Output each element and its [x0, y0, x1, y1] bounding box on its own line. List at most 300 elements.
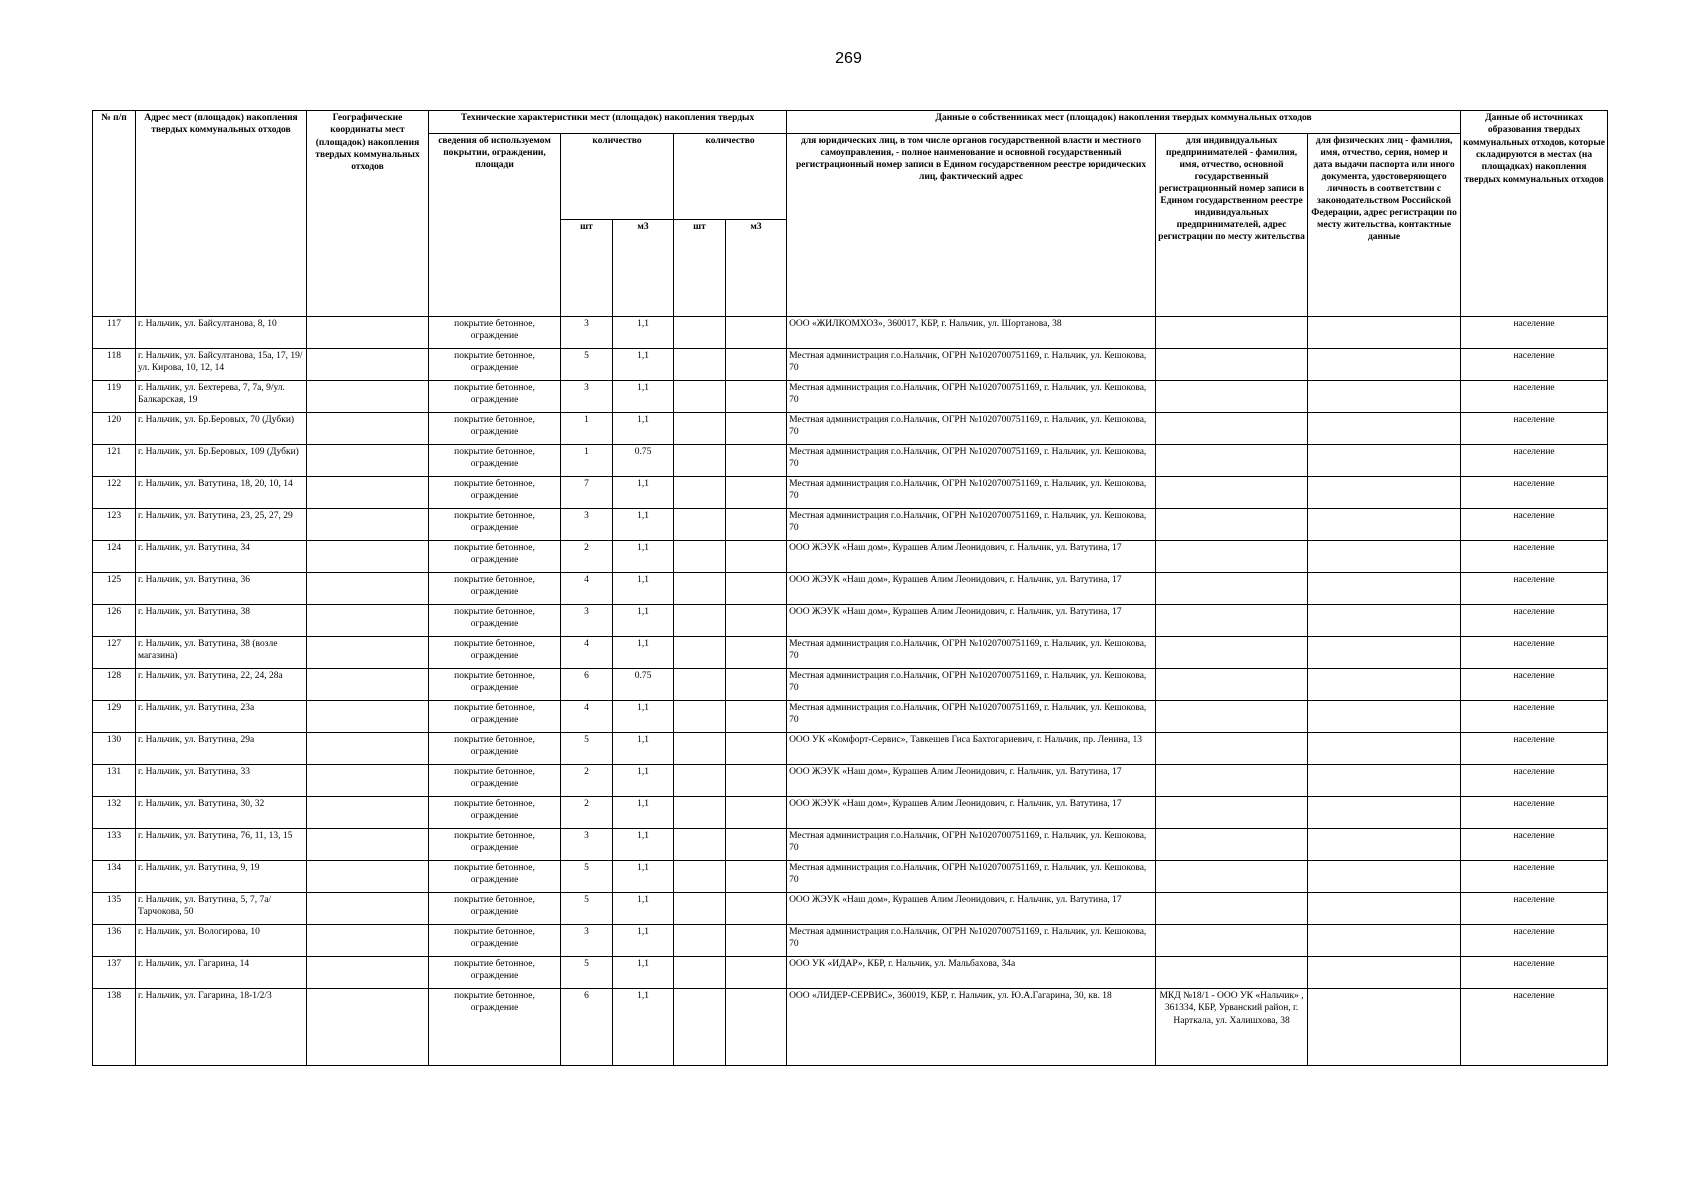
cell-coords	[307, 893, 429, 925]
cell-sht-2	[674, 541, 726, 573]
cell-coords	[307, 861, 429, 893]
cell-m3-2	[726, 765, 787, 797]
cell-ip-owner	[1156, 829, 1308, 861]
cell-surface: покрытие бетонное, ограждение	[429, 317, 561, 349]
cell-sht: 3	[561, 317, 613, 349]
cell-m3-2	[726, 477, 787, 509]
cell-individual-owner	[1308, 989, 1461, 1066]
cell-ip-owner	[1156, 509, 1308, 541]
cell-source: население	[1461, 541, 1608, 573]
cell-address: г. Нальчик, ул. Ватутина, 9, 19	[136, 861, 307, 893]
cell-m3: 1,1	[613, 573, 674, 605]
cell-source: население	[1461, 477, 1608, 509]
cell-sht-2	[674, 701, 726, 733]
cell-num: 132	[93, 797, 136, 829]
cell-coords	[307, 477, 429, 509]
cell-individual-owner	[1308, 829, 1461, 861]
cell-sht: 5	[561, 733, 613, 765]
cell-sht: 4	[561, 637, 613, 669]
cell-ip-owner: МКД №18/1 - ООО УК «Нальчик» , 361334, КБР, Урванский район, г. Нарткала, ул. Халишхова, 38	[1156, 989, 1308, 1066]
cell-ip-owner	[1156, 893, 1308, 925]
cell-ip-owner	[1156, 381, 1308, 413]
cell-source: население	[1461, 829, 1608, 861]
cell-surface: покрытие бетонное, ограждение	[429, 605, 561, 637]
cell-coords	[307, 829, 429, 861]
table-row	[93, 541, 1608, 573]
cell-ip-owner	[1156, 413, 1308, 445]
header-num: № п/п	[93, 111, 136, 317]
cell-source: население	[1461, 797, 1608, 829]
cell-legal-owner: Местная администрация г.о.Нальчик, ОГРН №1020700751169, г. Нальчик, ул. Кешокова, 70	[787, 349, 1156, 381]
cell-ip-owner	[1156, 733, 1308, 765]
cell-m3-2	[726, 637, 787, 669]
cell-legal-owner: ООО УК «ИДАР», КБР, г. Нальчик, ул. Мальбахова, 34а	[787, 957, 1156, 989]
cell-individual-owner	[1308, 541, 1461, 573]
cell-num: 136	[93, 925, 136, 957]
cell-address: г. Нальчик, ул. Ватутина, 33	[136, 765, 307, 797]
cell-m3: 1,1	[613, 509, 674, 541]
cell-legal-owner: Местная администрация г.о.Нальчик, ОГРН №1020700751169, г. Нальчик, ул. Кешокова, 70	[787, 669, 1156, 701]
cell-sht-2	[674, 637, 726, 669]
cell-surface: покрытие бетонное, ограждение	[429, 637, 561, 669]
cell-legal-owner: Местная администрация г.о.Нальчик, ОГРН №1020700751169, г. Нальчик, ул. Кешокова, 70	[787, 509, 1156, 541]
cell-num: 122	[93, 477, 136, 509]
cell-surface: покрытие бетонное, ограждение	[429, 733, 561, 765]
table-row	[93, 349, 1608, 381]
cell-coords	[307, 605, 429, 637]
cell-address: г. Нальчик, ул. Гагарина, 14	[136, 957, 307, 989]
cell-sht: 1	[561, 413, 613, 445]
cell-individual-owner	[1308, 669, 1461, 701]
cell-sht: 1	[561, 445, 613, 477]
cell-individual-owner	[1308, 573, 1461, 605]
cell-coords	[307, 797, 429, 829]
cell-surface: покрытие бетонное, ограждение	[429, 669, 561, 701]
table-row	[93, 957, 1608, 989]
cell-coords	[307, 413, 429, 445]
cell-legal-owner: ООО ЖЭУК «Наш дом», Курашев Алим Леонидович, г. Нальчик, ул. Ватутина, 17	[787, 541, 1156, 573]
cell-legal-owner: Местная администрация г.о.Нальчик, ОГРН №1020700751169, г. Нальчик, ул. Кешокова, 70	[787, 381, 1156, 413]
cell-ip-owner	[1156, 925, 1308, 957]
cell-m3-2	[726, 893, 787, 925]
cell-legal-owner: Местная администрация г.о.Нальчик, ОГРН №1020700751169, г. Нальчик, ул. Кешокова, 70	[787, 701, 1156, 733]
cell-ip-owner	[1156, 861, 1308, 893]
cell-coords	[307, 733, 429, 765]
cell-sht: 3	[561, 509, 613, 541]
cell-m3: 1,1	[613, 733, 674, 765]
cell-legal-owner: Местная администрация г.о.Нальчик, ОГРН №1020700751169, г. Нальчик, ул. Кешокова, 70	[787, 861, 1156, 893]
cell-individual-owner	[1308, 381, 1461, 413]
cell-m3-2	[726, 541, 787, 573]
header-tech: Технические характеристики мест (площадок) накопления твердых	[429, 111, 787, 134]
cell-source: население	[1461, 509, 1608, 541]
cell-m3: 1,1	[613, 925, 674, 957]
cell-individual-owner	[1308, 701, 1461, 733]
cell-m3-2	[726, 989, 787, 1066]
cell-sht-2	[674, 861, 726, 893]
cell-source: население	[1461, 733, 1608, 765]
cell-address: г. Нальчик, ул. Ватутина, 23, 25, 27, 29	[136, 509, 307, 541]
cell-individual-owner	[1308, 925, 1461, 957]
cell-surface: покрытие бетонное, ограждение	[429, 829, 561, 861]
cell-sht: 2	[561, 797, 613, 829]
cell-m3-2	[726, 669, 787, 701]
header-qty-placed: количество	[561, 134, 674, 220]
cell-ip-owner	[1156, 445, 1308, 477]
cell-legal-owner: Местная администрация г.о.Нальчик, ОГРН №1020700751169, г. Нальчик, ул. Кешокова, 70	[787, 637, 1156, 669]
table-row	[93, 925, 1608, 957]
cell-m3-2	[726, 701, 787, 733]
cell-legal-owner: ООО ЖЭУК «Наш дом», Курашев Алим Леонидович, г. Нальчик, ул. Ватутина, 17	[787, 893, 1156, 925]
cell-coords	[307, 541, 429, 573]
cell-legal-owner: ООО УК «Комфорт-Сервис», Тавкешев Гиса Бахтогариевич, г. Нальчик, пр. Ленина, 13	[787, 733, 1156, 765]
cell-m3: 1,1	[613, 541, 674, 573]
cell-ip-owner	[1156, 317, 1308, 349]
cell-legal-owner: ООО ЖЭУК «Наш дом», Курашев Алим Леонидович, г. Нальчик, ул. Ватутина, 17	[787, 573, 1156, 605]
cell-address: г. Нальчик, ул. Бр.Беровых, 109 (Дубки)	[136, 445, 307, 477]
cell-ip-owner	[1156, 957, 1308, 989]
cell-m3: 1,1	[613, 893, 674, 925]
cell-m3-2	[726, 797, 787, 829]
header-individual-entrepreneurs: для индивидуальных предпринимателей - фамилия, имя, отчество, основной государственный регистрационный номер записи в Едином государственном реестре индивидуальных предпринимателей, адрес регистрации по месту жительства	[1156, 134, 1308, 317]
cell-surface: покрытие бетонное, ограждение	[429, 349, 561, 381]
table-row	[93, 797, 1608, 829]
cell-individual-owner	[1308, 957, 1461, 989]
cell-m3-2	[726, 605, 787, 637]
cell-individual-owner	[1308, 445, 1461, 477]
header-qty-planned: количество	[674, 134, 787, 220]
cell-sht: 3	[561, 829, 613, 861]
cell-m3: 1,1	[613, 957, 674, 989]
header-legal: для юридических лиц, в том числе органов государственной власти и местного самоуправления, - полное наименование и основной государственный регистрационный номер записи в Едином государственном реестре юридических лиц, фактический адрес	[787, 134, 1156, 317]
cell-sht: 3	[561, 925, 613, 957]
cell-num: 138	[93, 989, 136, 1066]
waste-sites-table	[92, 110, 1608, 1066]
table-row	[93, 861, 1608, 893]
cell-m3: 1,1	[613, 605, 674, 637]
cell-individual-owner	[1308, 637, 1461, 669]
cell-address: г. Нальчик, ул. Бехтерева, 7, 7а, 9/ул. Балкарская, 19	[136, 381, 307, 413]
cell-sht-2	[674, 477, 726, 509]
cell-num: 125	[93, 573, 136, 605]
cell-m3: 1,1	[613, 349, 674, 381]
cell-legal-owner: ООО ЖЭУК «Наш дом», Курашев Алим Леонидович, г. Нальчик, ул. Ватутина, 17	[787, 605, 1156, 637]
cell-num: 127	[93, 637, 136, 669]
cell-ip-owner	[1156, 701, 1308, 733]
cell-sht: 3	[561, 381, 613, 413]
cell-coords	[307, 445, 429, 477]
cell-source: население	[1461, 605, 1608, 637]
cell-individual-owner	[1308, 349, 1461, 381]
cell-surface: покрытие бетонное, ограждение	[429, 413, 561, 445]
cell-sht-2	[674, 925, 726, 957]
cell-source: население	[1461, 637, 1608, 669]
cell-source: население	[1461, 701, 1608, 733]
cell-sht: 4	[561, 573, 613, 605]
cell-individual-owner	[1308, 477, 1461, 509]
cell-individual-owner	[1308, 733, 1461, 765]
cell-num: 131	[93, 765, 136, 797]
cell-sht-2	[674, 829, 726, 861]
cell-ip-owner	[1156, 573, 1308, 605]
table-row	[93, 413, 1608, 445]
cell-m3-2	[726, 509, 787, 541]
cell-surface: покрытие бетонное, ограждение	[429, 477, 561, 509]
cell-individual-owner	[1308, 317, 1461, 349]
cell-sht: 3	[561, 605, 613, 637]
cell-m3: 1,1	[613, 765, 674, 797]
cell-coords	[307, 957, 429, 989]
cell-legal-owner: Местная администрация г.о.Нальчик, ОГРН №1020700751169, г. Нальчик, ул. Кешокова, 70	[787, 925, 1156, 957]
cell-num: 123	[93, 509, 136, 541]
cell-address: г. Нальчик, ул. Ватутина, 38 (возле магазина)	[136, 637, 307, 669]
cell-ip-owner	[1156, 541, 1308, 573]
cell-source: население	[1461, 413, 1608, 445]
cell-sht: 5	[561, 861, 613, 893]
cell-m3: 0.75	[613, 445, 674, 477]
cell-address: г. Нальчик, ул. Байсултанова, 15а, 17, 19/ ул. Кирова, 10, 12, 14	[136, 349, 307, 381]
cell-m3-2	[726, 413, 787, 445]
cell-source: население	[1461, 989, 1608, 1066]
cell-num: 130	[93, 733, 136, 765]
cell-address: г. Нальчик, ул. Вологирова, 10	[136, 925, 307, 957]
cell-surface: покрытие бетонное, ограждение	[429, 573, 561, 605]
cell-sht-2	[674, 605, 726, 637]
cell-sht: 5	[561, 957, 613, 989]
cell-surface: покрытие бетонное, ограждение	[429, 989, 561, 1066]
cell-num: 129	[93, 701, 136, 733]
cell-sht-2	[674, 573, 726, 605]
cell-address: г. Нальчик, ул. Ватутина, 36	[136, 573, 307, 605]
cell-address: г. Нальчик, ул. Байсултанова, 8, 10	[136, 317, 307, 349]
cell-m3: 1,1	[613, 477, 674, 509]
cell-m3: 0.75	[613, 669, 674, 701]
table-row	[93, 829, 1608, 861]
header-sources: Данные об источниках образования твердых коммунальных отходов, которые складируются в местах (на площадках) накопления твердых коммунальных отходов	[1461, 111, 1608, 317]
cell-m3: 1,1	[613, 381, 674, 413]
cell-ip-owner	[1156, 349, 1308, 381]
cell-sht-2	[674, 669, 726, 701]
cell-num: 133	[93, 829, 136, 861]
cell-m3-2	[726, 317, 787, 349]
cell-source: население	[1461, 381, 1608, 413]
cell-source: население	[1461, 861, 1608, 893]
cell-m3-2	[726, 349, 787, 381]
cell-individual-owner	[1308, 797, 1461, 829]
cell-surface: покрытие бетонное, ограждение	[429, 381, 561, 413]
cell-coords	[307, 573, 429, 605]
cell-address: г. Нальчик, ул. Ватутина, 30, 32	[136, 797, 307, 829]
cell-sht-2	[674, 989, 726, 1066]
cell-sht-2	[674, 413, 726, 445]
cell-address: г. Нальчик, ул. Ватутина, 38	[136, 605, 307, 637]
cell-sht-2	[674, 317, 726, 349]
cell-coords	[307, 989, 429, 1066]
cell-address: г. Нальчик, ул. Ватутина, 23а	[136, 701, 307, 733]
cell-ip-owner	[1156, 637, 1308, 669]
cell-m3-2	[726, 861, 787, 893]
cell-surface: покрытие бетонное, ограждение	[429, 509, 561, 541]
header-sht-2: шт	[674, 219, 726, 316]
cell-surface: покрытие бетонное, ограждение	[429, 957, 561, 989]
cell-sht-2	[674, 349, 726, 381]
cell-legal-owner: Местная администрация г.о.Нальчик, ОГРН №1020700751169, г. Нальчик, ул. Кешокова, 70	[787, 829, 1156, 861]
table-row	[93, 509, 1608, 541]
cell-num: 118	[93, 349, 136, 381]
cell-ip-owner	[1156, 765, 1308, 797]
cell-sht-2	[674, 797, 726, 829]
cell-coords	[307, 637, 429, 669]
cell-coords	[307, 509, 429, 541]
cell-surface: покрытие бетонное, ограждение	[429, 765, 561, 797]
cell-coords	[307, 317, 429, 349]
cell-individual-owner	[1308, 861, 1461, 893]
cell-legal-owner: Местная администрация г.о.Нальчик, ОГРН №1020700751169, г. Нальчик, ул. Кешокова, 70	[787, 477, 1156, 509]
cell-legal-owner: ООО ЖЭУК «Наш дом», Курашев Алим Леонидович, г. Нальчик, ул. Ватутина, 17	[787, 797, 1156, 829]
cell-source: население	[1461, 445, 1608, 477]
cell-source: население	[1461, 573, 1608, 605]
header-owners: Данные о собственниках мест (площадок) накопления твердых коммунальных отходов	[787, 111, 1461, 134]
cell-address: г. Нальчик, ул. Ватутина, 22, 24, 28а	[136, 669, 307, 701]
cell-address: г. Нальчик, ул. Ватутина, 29а	[136, 733, 307, 765]
cell-sht: 2	[561, 765, 613, 797]
cell-m3: 1,1	[613, 701, 674, 733]
cell-m3-2	[726, 573, 787, 605]
cell-source: население	[1461, 317, 1608, 349]
cell-m3-2	[726, 957, 787, 989]
table-row	[93, 445, 1608, 477]
cell-m3: 1,1	[613, 637, 674, 669]
cell-legal-owner: ООО «ЛИДЕР-СЕРВИС», 360019, КБР, г. Нальчик, ул. Ю.А.Гагарина, 30, кв. 18	[787, 989, 1156, 1066]
cell-coords	[307, 349, 429, 381]
table-row	[93, 893, 1608, 925]
table-row	[93, 573, 1608, 605]
cell-source: население	[1461, 349, 1608, 381]
cell-sht-2	[674, 381, 726, 413]
table-row	[93, 669, 1608, 701]
cell-address: г. Нальчик, ул. Гагарина, 18-1/2/3	[136, 989, 307, 1066]
cell-source: население	[1461, 669, 1608, 701]
table-row	[93, 701, 1608, 733]
cell-num: 137	[93, 957, 136, 989]
cell-sht-2	[674, 957, 726, 989]
cell-surface: покрытие бетонное, ограждение	[429, 797, 561, 829]
header-sht: шт	[561, 219, 613, 316]
page-number: 269	[835, 50, 862, 67]
table-row	[93, 477, 1608, 509]
cell-individual-owner	[1308, 765, 1461, 797]
cell-legal-owner: Местная администрация г.о.Нальчик, ОГРН №1020700751169, г. Нальчик, ул. Кешокова, 70	[787, 413, 1156, 445]
cell-individual-owner	[1308, 509, 1461, 541]
cell-legal-owner: Местная администрация г.о.Нальчик, ОГРН №1020700751169, г. Нальчик, ул. Кешокова, 70	[787, 445, 1156, 477]
table-row	[93, 317, 1608, 349]
header-surface: сведения об используемом покрытии, ограждении, площади	[429, 134, 561, 317]
cell-sht-2	[674, 733, 726, 765]
cell-sht: 7	[561, 477, 613, 509]
cell-m3: 1,1	[613, 317, 674, 349]
cell-ip-owner	[1156, 669, 1308, 701]
cell-m3-2	[726, 381, 787, 413]
cell-m3-2	[726, 733, 787, 765]
cell-source: население	[1461, 893, 1608, 925]
cell-sht: 5	[561, 893, 613, 925]
table-row	[93, 637, 1608, 669]
cell-address: г. Нальчик, ул. Ватутина, 76, 11, 13, 15	[136, 829, 307, 861]
cell-surface: покрытие бетонное, ограждение	[429, 541, 561, 573]
cell-coords	[307, 669, 429, 701]
cell-ip-owner	[1156, 477, 1308, 509]
cell-ip-owner	[1156, 605, 1308, 637]
cell-legal-owner: ООО ЖЭУК «Наш дом», Курашев Алим Леонидович, г. Нальчик, ул. Ватутина, 17	[787, 765, 1156, 797]
cell-num: 128	[93, 669, 136, 701]
table-row	[93, 381, 1608, 413]
header-m3: м3	[613, 219, 674, 316]
cell-legal-owner: ООО «ЖИЛКОМХОЗ», 360017, КБР, г. Нальчик, ул. Шортанова, 38	[787, 317, 1156, 349]
cell-sht: 2	[561, 541, 613, 573]
cell-coords	[307, 765, 429, 797]
cell-surface: покрытие бетонное, ограждение	[429, 893, 561, 925]
header-address: Адрес мест (площадок) накопления твердых коммунальных отходов	[136, 111, 307, 317]
cell-address: г. Нальчик, ул. Ватутина, 18, 20, 10, 14	[136, 477, 307, 509]
cell-sht: 6	[561, 669, 613, 701]
cell-num: 134	[93, 861, 136, 893]
cell-num: 120	[93, 413, 136, 445]
cell-surface: покрытие бетонное, ограждение	[429, 925, 561, 957]
cell-num: 121	[93, 445, 136, 477]
cell-sht-2	[674, 445, 726, 477]
cell-num: 124	[93, 541, 136, 573]
cell-surface: покрытие бетонное, ограждение	[429, 445, 561, 477]
cell-source: население	[1461, 765, 1608, 797]
cell-coords	[307, 925, 429, 957]
cell-surface: покрытие бетонное, ограждение	[429, 701, 561, 733]
cell-address: г. Нальчик, ул. Бр.Беровых, 70 (Дубки)	[136, 413, 307, 445]
cell-m3-2	[726, 445, 787, 477]
cell-coords	[307, 381, 429, 413]
header-coords: Географические координаты мест (площадок) накопления твердых коммунальных отходов	[307, 111, 429, 317]
cell-m3: 1,1	[613, 861, 674, 893]
cell-sht: 5	[561, 349, 613, 381]
cell-ip-owner	[1156, 797, 1308, 829]
cell-coords	[307, 701, 429, 733]
cell-address: г. Нальчик, ул. Ватутина, 34	[136, 541, 307, 573]
table-row	[93, 989, 1608, 1066]
cell-sht-2	[674, 893, 726, 925]
cell-source: население	[1461, 925, 1608, 957]
table-row	[93, 765, 1608, 797]
cell-sht: 4	[561, 701, 613, 733]
cell-num: 119	[93, 381, 136, 413]
table-row	[93, 605, 1608, 637]
cell-surface: покрытие бетонное, ограждение	[429, 861, 561, 893]
cell-sht: 6	[561, 989, 613, 1066]
cell-num: 117	[93, 317, 136, 349]
cell-sht-2	[674, 765, 726, 797]
cell-m3-2	[726, 925, 787, 957]
cell-m3: 1,1	[613, 989, 674, 1066]
cell-source: население	[1461, 957, 1608, 989]
cell-m3: 1,1	[613, 829, 674, 861]
cell-sht-2	[674, 509, 726, 541]
cell-num: 135	[93, 893, 136, 925]
header-m3-2: м3	[726, 219, 787, 316]
table-row	[93, 733, 1608, 765]
header-individuals: для физических лиц - фамилия, имя, отчество, серия, номер и дата выдачи паспорта или иного документа, удостоверяющего личность в соответствии с законодательством Российской Федерации, адрес регистрации по месту жительства, контактные данные	[1308, 134, 1461, 317]
cell-individual-owner	[1308, 893, 1461, 925]
table-body	[93, 317, 1608, 1066]
cell-m3: 1,1	[613, 413, 674, 445]
cell-individual-owner	[1308, 605, 1461, 637]
